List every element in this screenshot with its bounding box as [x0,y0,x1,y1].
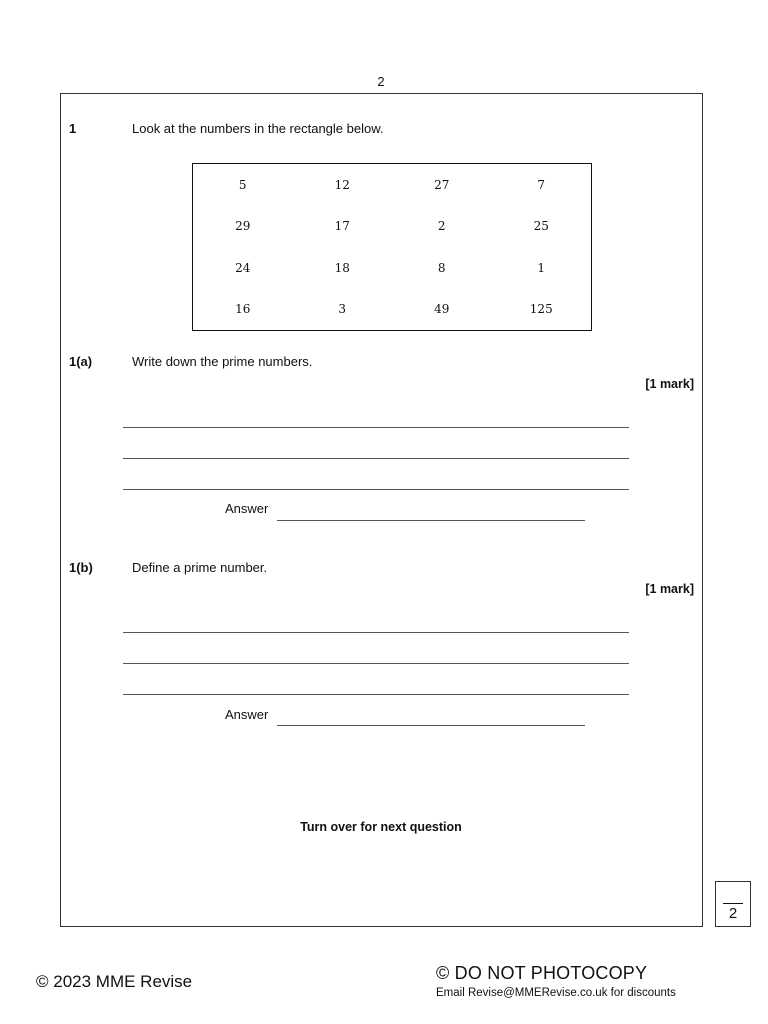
grid-cell: 25 [533,219,549,234]
page-number-top: 2 [377,74,385,89]
part-b-working-line-1[interactable] [123,632,629,633]
footer-email: Email Revise@MMERevise.co.uk for discounts [436,987,676,999]
footer-notice: © DO NOT PHOTOCOPY [436,963,648,983]
grid-cell: 2 [437,219,446,234]
grid-cell: 18 [334,260,350,275]
grid-cell: 24 [235,260,251,275]
numbers-rectangle [192,163,592,331]
part-a-answer-label: Answer [225,501,269,516]
grid-cell: 27 [434,177,450,192]
grid-cell: 17 [334,219,350,234]
part-a-working-line-3[interactable] [123,489,629,490]
score-divider [723,903,743,904]
turn-over-note: Turn over for next question [300,820,462,834]
part-b-answer-label: Answer [225,707,269,722]
score-box [715,881,751,927]
part-a-working-line-1[interactable] [123,427,629,428]
grid-cell: 3 [338,302,347,317]
part-a-working-line-2[interactable] [123,458,629,459]
grid-cell: 12 [334,177,350,192]
score-total: 2 [728,905,738,922]
numbers-grid [193,164,591,330]
part-b-answer-line[interactable] [277,725,585,726]
part-a-text: Write down the prime numbers. [132,354,313,369]
grid-cell: 125 [529,302,553,317]
part-b-text: Define a prime number. [132,560,268,575]
part-a-number: 1(a) [69,354,93,369]
footer-copyright: © 2023 MME Revise [36,972,193,991]
question-text: Look at the numbers in the rectangle below. [132,121,384,136]
part-b-working-line-2[interactable] [123,663,629,664]
grid-cell: 1 [537,260,546,275]
question-number: 1 [69,121,77,136]
part-a-marks: [1 mark] [645,377,694,391]
grid-cell: 49 [434,302,450,317]
part-a-answer-line[interactable] [277,520,585,521]
grid-cell: 29 [235,219,251,234]
part-b-marks: [1 mark] [645,582,694,596]
grid-cell: 5 [238,177,247,192]
grid-cell: 8 [437,260,446,275]
part-b-number: 1(b) [69,560,93,575]
grid-cell: 16 [235,302,251,317]
part-b-working-line-3[interactable] [123,694,629,695]
grid-cell: 7 [537,177,546,192]
